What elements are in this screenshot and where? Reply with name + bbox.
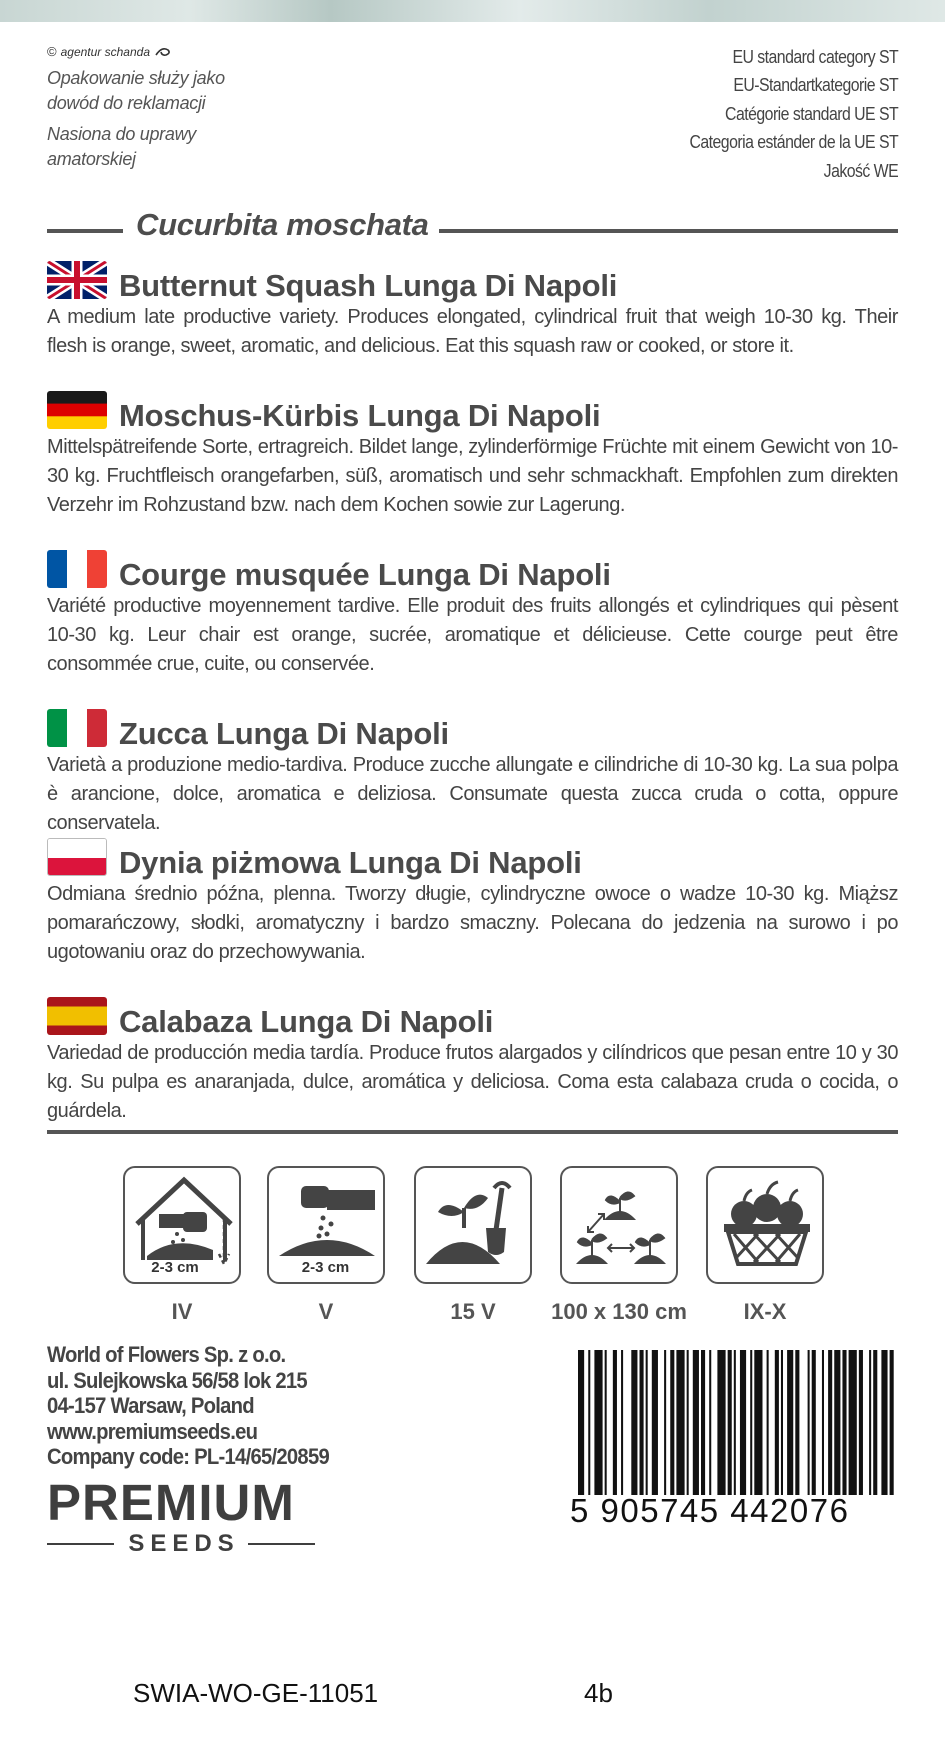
barcode-bar [646,1350,648,1495]
barcode-bar [787,1350,793,1495]
lang-description: A medium late productive variety. Produces elongated, cylindrical fruit that weigh 10-30 kg. Their flesh is orange, sweet, aromatic, and delicious. Eat this squash raw or cooked, or store it. [47,306,898,357]
barcode-bar [781,1350,783,1495]
lang-title: Butternut Squash Lunga Di Napoli [119,268,618,303]
lang-title: Calabaza Lunga Di Napoli [119,1004,494,1039]
barcode-bar [734,1350,736,1495]
product-code: SWIA-WO-GE-11051 [133,1678,379,1708]
spain-flag-icon [47,997,107,1035]
lang-block-pl [47,841,898,967]
lang-block-fr [47,553,898,679]
logo-rule-right [248,1543,315,1545]
top-decorative-strip [0,0,945,22]
sowing-month-label: IV [171,1299,193,1324]
lang-description: Mittelspätreifende Sorte, ertragreich. Bildet lange, zylinderförmige Früchte mit einem Gewicht von 10-30 kg. Fruchtfleisch orangefarben, süß, aromatisch und sehr schmackhaft. Empfohlen zum direkten Verzehr im Rohzustand bzw. nach dem Kochen sowie zur Lagerung. [47,436,898,516]
category-fr: Catégorie standard UE ST [724,103,898,124]
barcode-bar [717,1350,725,1495]
category-es: Categoria estánder de la UE ST [689,132,898,153]
outdoor-sowing-icon [267,1166,385,1284]
barcode-bar [812,1350,816,1495]
company-address [47,1342,467,1470]
lang-description: Variété productive moyennement tardive. Elle produit des fruits allongés et cylindriques qui pèsent 10-30 kg. Leur chair est orange, sucrée, aromatique et délicieuse. Cette courge peut être consommée crue, cuite, ou conservée. [47,595,898,675]
barcode-bar [670,1350,674,1495]
category-de: EU-Standartkategorie ST [733,75,898,96]
header-categories [661,43,898,185]
heading-rule-right [439,229,898,233]
barcode-bar [687,1350,689,1495]
company-city: 04-157 Warsaw, Poland [47,1393,254,1418]
section-divider [47,1130,898,1134]
logo-rule-left [47,1543,114,1545]
barcode-bar [808,1350,810,1495]
species-name: Cucurbita moschata [136,207,429,242]
sowing-depth-label: 2-3 cm [151,1259,199,1276]
plant-spacing-icon [560,1166,678,1284]
barcode-bar [652,1350,658,1495]
barcode-bar [890,1350,894,1495]
barcode-bar [754,1350,762,1495]
barcode-bar [795,1350,799,1495]
company-website: www.premiumseeds.eu [47,1418,258,1444]
barcode-bar [631,1350,637,1495]
lang-description: Odmiana średnio późna, plenna. Tworzy długie, cylindryczne owoce o wadze 10-30 kg. Miąższ pomarańczowy, słodki, aromatyczny i bardzo smaczny. Polecana do jedzenia na surowo i po ugotowaniu oraz do przechowywania. [47,883,898,963]
species-heading [47,207,898,247]
barcode-bar [740,1350,746,1495]
barcode-bar [709,1350,711,1495]
barcode-bar [775,1350,779,1495]
planting-date-label: 15 V [450,1299,496,1324]
barcode-bar [664,1350,666,1495]
germany-flag-icon [47,391,107,429]
barcode-bar [640,1350,644,1495]
lang-block-de [47,394,898,520]
barcode-bar [594,1350,602,1495]
outdoor-sowing-month-label: V [318,1299,334,1324]
complaint-note-line-2: dowód do reklamacji [47,93,206,113]
lang-title: Moschus-Kürbis Lunga Di Napoli [119,398,601,433]
barcode-bar [701,1350,705,1495]
barcode-number: 5 905745 442076 [570,1492,850,1529]
lang-description: Varietà a produzione medio-tardiva. Produce zucche allungate e cilindriche di 10-30 kg. La sua polpa è arancione, dolce, aromatica e deliziosa. Consumate questa zucca cruda o cotta, oppure conservatela. [47,754,898,834]
lang-block-es [47,1000,898,1126]
sowing-depth-label: 2-3 cm [301,1259,350,1276]
barcode-bar [693,1350,699,1495]
barcode-bar [834,1350,840,1495]
planting-out-icon [414,1166,532,1284]
lang-block-en [47,264,898,361]
harvest-months-label: IX-X [743,1299,787,1324]
uk-flag-icon [47,261,107,299]
copyright-icon: © [47,44,57,59]
heading-rule-left [47,229,123,233]
barcode-bar [578,1350,584,1495]
swirl-arrow-icon [154,46,172,58]
barcode [570,1350,900,1535]
greenhouse-sowing-icon [123,1166,241,1284]
barcode-bar [613,1350,617,1495]
lang-description: Variedad de producción media tardía. Produce frutos alargados y cilíndricos que pesan entre 10 y 30 kg. Su pulpa es anaranjada, dulce, aromática y deliciosa. Coma esta calabaza cruda o cocida, o guárdela. [47,1042,898,1122]
barcode-bar [728,1350,732,1495]
barcode-bar [605,1350,607,1495]
copyright-text: agentur schanda [60,44,150,59]
france-flag-icon [47,550,107,588]
barcode-bar [767,1350,769,1495]
company-name: World of Flowers Sp. z o.o. [47,1342,286,1367]
barcode-bar [849,1350,857,1495]
header-left [47,44,347,172]
copyright-line [47,44,347,59]
poland-flag-icon [47,838,107,876]
italy-flag-icon [47,709,107,747]
category-pl: Jakość WE [823,160,898,181]
barcode-bar [881,1350,887,1495]
barcode-bar [750,1350,752,1495]
lang-title: Zucca Lunga Di Napoli [119,716,449,751]
barcode-bar [859,1350,863,1495]
complaint-note-line-1: Opakowanie służy jako [47,68,225,88]
page-marker: 4b [584,1678,613,1708]
barcode-bar [588,1350,590,1495]
barcode-bar [621,1350,623,1495]
barcode-bar [828,1350,832,1495]
lang-title: Dynia piżmowa Lunga Di Napoli [119,845,582,880]
barcode-bar [869,1350,871,1495]
barcode-bar [676,1350,684,1495]
harvest-basket-icon [706,1166,824,1284]
barcode-bar [842,1350,846,1495]
category-en: EU standard category ST [732,47,898,67]
lang-title: Courge musquée Lunga Di Napoli [119,557,611,592]
premium-seeds-logo [47,1474,315,1558]
amateur-note-line-2: amatorskiej [47,149,136,169]
barcode-bar [822,1350,824,1495]
company-street: ul. Sulejkowska 56/58 lok 215 [47,1367,307,1393]
logo-premium: PREMIUM [47,1474,295,1531]
amateur-note-line-1: Nasiona do uprawy [47,124,196,144]
logo-seeds: SEEDS [128,1530,240,1557]
barcode-bar [873,1350,877,1495]
lang-block-it [47,712,898,838]
spacing-label: 100 x 130 cm [551,1299,687,1324]
company-code: Company code: PL-14/65/20859 [47,1444,329,1469]
barcode-bars [570,1350,900,1495]
